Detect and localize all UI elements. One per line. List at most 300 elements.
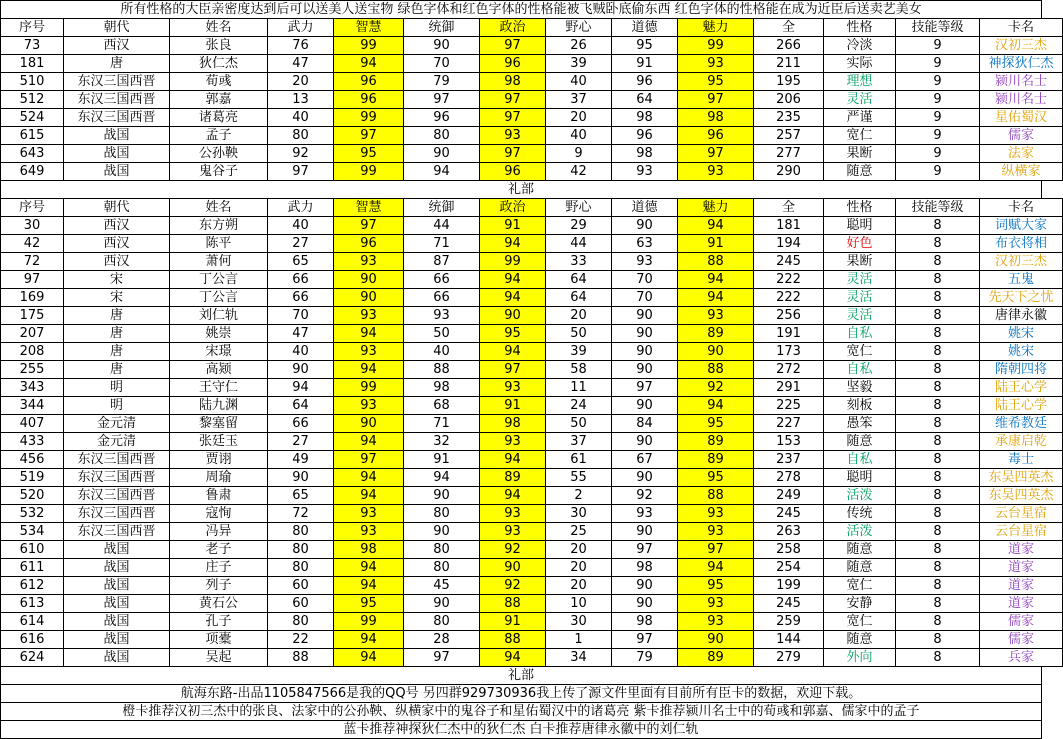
cell-lv: 8	[896, 577, 980, 595]
cell-id: 510	[1, 73, 64, 91]
cell-name: 张廷玉	[170, 433, 268, 451]
cell-id: 207	[1, 325, 64, 343]
cell-dao: 70	[612, 289, 678, 307]
cell-mei: 98	[678, 109, 754, 127]
cell-mei: 95	[678, 73, 754, 91]
cell-ye: 37	[546, 91, 612, 109]
cell-lv: 8	[896, 289, 980, 307]
cell-lv: 8	[896, 631, 980, 649]
cell-lv: 8	[896, 487, 980, 505]
cell-tong: 80	[404, 505, 480, 523]
cell-zhi: 94	[334, 649, 404, 667]
cell-dyn: 战国	[64, 145, 170, 163]
cell-zhi: 99	[334, 613, 404, 631]
cell-dyn: 东汉三国西晋	[64, 73, 170, 91]
cell-dao: 90	[612, 397, 678, 415]
cell-ye: 39	[546, 55, 612, 73]
cell-zheng: 88	[480, 595, 546, 613]
cell-id: 534	[1, 523, 64, 541]
cell-mei: 94	[678, 271, 754, 289]
cell-card: 法家	[980, 145, 1063, 163]
cell-zheng: 94	[480, 343, 546, 361]
cell-zhi: 93	[334, 253, 404, 271]
cell-xg: 果断	[824, 145, 896, 163]
cell-all: 254	[754, 559, 824, 577]
cell-wu: 20	[268, 73, 334, 91]
table-row	[1, 505, 1063, 523]
cell-xg: 外向	[824, 649, 896, 667]
cell-zheng: 94	[480, 487, 546, 505]
table-row	[1, 343, 1063, 361]
table-row	[1, 109, 1063, 127]
cell-ye: 39	[546, 343, 612, 361]
column-header: 技能等级	[896, 199, 980, 217]
cell-zheng: 93	[480, 379, 546, 397]
cell-id: 532	[1, 505, 64, 523]
cell-name: 丁公言	[170, 289, 268, 307]
cell-ye: 61	[546, 451, 612, 469]
cell-dyn: 战国	[64, 559, 170, 577]
cell-zhi: 93	[334, 307, 404, 325]
cell-wu: 60	[268, 577, 334, 595]
cell-ye: 40	[546, 127, 612, 145]
cell-zheng: 93	[480, 523, 546, 541]
cell-lv: 8	[896, 271, 980, 289]
cell-all: 173	[754, 343, 824, 361]
cell-wu: 90	[268, 361, 334, 379]
cell-id: 72	[1, 253, 64, 271]
cell-mei: 94	[678, 397, 754, 415]
cell-zhi: 97	[334, 127, 404, 145]
cell-dao: 97	[612, 541, 678, 559]
cell-lv: 9	[896, 145, 980, 163]
cell-id: 169	[1, 289, 64, 307]
cell-dao: 95	[612, 37, 678, 55]
cell-zheng: 97	[480, 145, 546, 163]
table-row	[1, 127, 1063, 145]
cell-zheng: 94	[480, 235, 546, 253]
cell-xg: 自私	[824, 361, 896, 379]
cell-zhi: 90	[334, 271, 404, 289]
cell-wu: 40	[268, 109, 334, 127]
cell-card: 唐律永徽	[980, 307, 1063, 325]
cell-dao: 90	[612, 307, 678, 325]
cell-zheng: 99	[480, 253, 546, 271]
cell-card: 隋朝四将	[980, 361, 1063, 379]
cell-xg: 果断	[824, 253, 896, 271]
cell-wu: 90	[268, 469, 334, 487]
column-header: 姓名	[170, 199, 268, 217]
cell-dyn: 战国	[64, 163, 170, 181]
cell-dao: 67	[612, 451, 678, 469]
cell-id: 615	[1, 127, 64, 145]
cell-tong: 66	[404, 289, 480, 307]
column-header: 统御	[404, 199, 480, 217]
cell-dyn: 金元清	[64, 433, 170, 451]
cell-dyn: 战国	[64, 127, 170, 145]
cell-lv: 9	[896, 37, 980, 55]
column-header: 姓名	[170, 19, 268, 37]
cell-dyn: 东汉三国西晋	[64, 451, 170, 469]
cell-ye: 37	[546, 433, 612, 451]
table-row	[1, 433, 1063, 451]
table-row	[1, 163, 1063, 181]
column-header: 道德	[612, 199, 678, 217]
cell-card: 道家	[980, 541, 1063, 559]
column-header: 道德	[612, 19, 678, 37]
cell-name: 张良	[170, 37, 268, 55]
cell-xg: 愚笨	[824, 415, 896, 433]
cell-tong: 91	[404, 451, 480, 469]
cell-wu: 66	[268, 271, 334, 289]
cell-all: 153	[754, 433, 824, 451]
cell-zheng: 98	[480, 73, 546, 91]
cell-id: 97	[1, 271, 64, 289]
cell-all: 256	[754, 307, 824, 325]
cell-lv: 8	[896, 559, 980, 577]
cell-zhi: 94	[334, 577, 404, 595]
cell-dao: 90	[612, 343, 678, 361]
column-header: 朝代	[64, 19, 170, 37]
cell-mei: 93	[678, 55, 754, 73]
cell-card: 颍川名士	[980, 91, 1063, 109]
cell-xg: 安静	[824, 595, 896, 613]
cell-zhi: 97	[334, 217, 404, 235]
cell-name: 高颎	[170, 361, 268, 379]
cell-tong: 98	[404, 379, 480, 397]
column-header: 序号	[1, 199, 64, 217]
cell-tong: 94	[404, 469, 480, 487]
cell-mei: 91	[678, 235, 754, 253]
cell-name: 周瑜	[170, 469, 268, 487]
column-header: 政治	[480, 19, 546, 37]
cell-ye: 44	[546, 235, 612, 253]
cell-lv: 8	[896, 361, 980, 379]
cell-xg: 实际	[824, 55, 896, 73]
cell-wu: 13	[268, 91, 334, 109]
cell-lv: 8	[896, 235, 980, 253]
cell-xg: 活泼	[824, 523, 896, 541]
cell-all: 245	[754, 505, 824, 523]
column-header: 卡名	[980, 19, 1063, 37]
table-row	[1, 451, 1063, 469]
cell-zhi: 95	[334, 595, 404, 613]
cell-dao: 93	[612, 505, 678, 523]
cell-ye: 26	[546, 37, 612, 55]
cell-xg: 自私	[824, 325, 896, 343]
cell-all: 211	[754, 55, 824, 73]
cell-zheng: 97	[480, 37, 546, 55]
cell-zheng: 93	[480, 505, 546, 523]
cell-all: 257	[754, 127, 824, 145]
cell-id: 407	[1, 415, 64, 433]
cell-all: 272	[754, 361, 824, 379]
column-header: 全	[754, 199, 824, 217]
cell-ye: 20	[546, 577, 612, 595]
cell-zhi: 94	[334, 487, 404, 505]
cell-dyn: 东汉三国西晋	[64, 487, 170, 505]
cell-card: 东吴四英杰	[980, 487, 1063, 505]
table-row	[1, 559, 1063, 577]
cell-all: 290	[754, 163, 824, 181]
cell-card: 毒士	[980, 451, 1063, 469]
cell-zheng: 90	[480, 307, 546, 325]
cell-name: 冯异	[170, 523, 268, 541]
cell-dao: 97	[612, 379, 678, 397]
cell-id: 524	[1, 109, 64, 127]
cell-xg: 灵活	[824, 307, 896, 325]
cell-mei: 92	[678, 379, 754, 397]
cell-wu: 27	[268, 433, 334, 451]
cell-name: 孔子	[170, 613, 268, 631]
cell-lv: 8	[896, 325, 980, 343]
cell-all: 237	[754, 451, 824, 469]
cell-id: 512	[1, 91, 64, 109]
cell-name: 公孙鞅	[170, 145, 268, 163]
cell-ye: 40	[546, 73, 612, 91]
cell-tong: 79	[404, 73, 480, 91]
cell-id: 520	[1, 487, 64, 505]
cell-lv: 8	[896, 595, 980, 613]
cell-wu: 49	[268, 451, 334, 469]
cell-card: 神探狄仁杰	[980, 55, 1063, 73]
cell-dao: 84	[612, 415, 678, 433]
cell-dao: 96	[612, 73, 678, 91]
cell-zheng: 91	[480, 613, 546, 631]
cell-zheng: 92	[480, 577, 546, 595]
cell-tong: 96	[404, 109, 480, 127]
cell-lv: 8	[896, 469, 980, 487]
cell-wu: 72	[268, 505, 334, 523]
cell-xg: 宽仁	[824, 127, 896, 145]
cell-card: 兵家	[980, 649, 1063, 667]
cell-mei: 97	[678, 91, 754, 109]
cell-wu: 94	[268, 379, 334, 397]
table-row	[1, 595, 1063, 613]
cell-id: 649	[1, 163, 64, 181]
cell-dao: 98	[612, 109, 678, 127]
cell-mei: 96	[678, 127, 754, 145]
cell-card: 云台星宿	[980, 523, 1063, 541]
cell-wu: 76	[268, 37, 334, 55]
cell-ye: 2	[546, 487, 612, 505]
cell-wu: 88	[268, 649, 334, 667]
cell-xg: 聪明	[824, 217, 896, 235]
cell-ye: 55	[546, 469, 612, 487]
cell-zhi: 93	[334, 343, 404, 361]
cell-tong: 93	[404, 307, 480, 325]
cell-zheng: 88	[480, 631, 546, 649]
cell-tong: 90	[404, 595, 480, 613]
cell-dyn: 明	[64, 397, 170, 415]
cell-card: 姚宋	[980, 325, 1063, 343]
cell-id: 344	[1, 397, 64, 415]
cell-tong: 90	[404, 487, 480, 505]
table-row	[1, 253, 1063, 271]
cell-zheng: 94	[480, 271, 546, 289]
cell-xg: 宽仁	[824, 343, 896, 361]
table-row	[1, 613, 1063, 631]
cell-xg: 冷淡	[824, 37, 896, 55]
table-row	[1, 235, 1063, 253]
page-title: 所有性格的大臣亲密度达到后可以送美人送宝物 绿色字体和红色字体的性格能被飞贼卧底偷东西 红色字体的性格能在成为近臣后送卖艺美女	[0, 0, 1042, 19]
cell-lv: 8	[896, 451, 980, 469]
cell-name: 诸葛亮	[170, 109, 268, 127]
cell-wu: 80	[268, 523, 334, 541]
cell-dyn: 唐	[64, 325, 170, 343]
cell-card: 儒家	[980, 631, 1063, 649]
cell-mei: 93	[678, 505, 754, 523]
cell-all: 277	[754, 145, 824, 163]
table-row	[1, 541, 1063, 559]
column-header: 朝代	[64, 199, 170, 217]
cell-zheng: 91	[480, 217, 546, 235]
cell-zheng: 97	[480, 91, 546, 109]
cell-ye: 1	[546, 631, 612, 649]
cell-wu: 60	[268, 595, 334, 613]
cell-name: 郭嘉	[170, 91, 268, 109]
cell-zhi: 96	[334, 91, 404, 109]
cell-zhi: 94	[334, 469, 404, 487]
cell-ye: 24	[546, 397, 612, 415]
cell-zhi: 99	[334, 37, 404, 55]
table-section-2	[0, 198, 1063, 667]
cell-all: 181	[754, 217, 824, 235]
cell-dyn: 战国	[64, 541, 170, 559]
cell-dyn: 西汉	[64, 37, 170, 55]
cell-xg: 活泼	[824, 487, 896, 505]
cell-dyn: 唐	[64, 361, 170, 379]
cell-dyn: 唐	[64, 307, 170, 325]
cell-name: 狄仁杰	[170, 55, 268, 73]
column-header: 智慧	[334, 199, 404, 217]
cell-xg: 随意	[824, 433, 896, 451]
cell-card: 颍川名士	[980, 73, 1063, 91]
cell-name: 老子	[170, 541, 268, 559]
cell-all: 291	[754, 379, 824, 397]
cell-all: 222	[754, 271, 824, 289]
cell-card: 姚宋	[980, 343, 1063, 361]
cell-mei: 90	[678, 631, 754, 649]
cell-mei: 93	[678, 595, 754, 613]
cell-xg: 随意	[824, 163, 896, 181]
cell-mei: 89	[678, 433, 754, 451]
cell-id: 255	[1, 361, 64, 379]
table-row	[1, 469, 1063, 487]
cell-zhi: 98	[334, 541, 404, 559]
cell-wu: 66	[268, 289, 334, 307]
cell-zheng: 93	[480, 433, 546, 451]
cell-xg: 宽仁	[824, 577, 896, 595]
cell-dyn: 宋	[64, 289, 170, 307]
cell-all: 245	[754, 595, 824, 613]
cell-tong: 80	[404, 127, 480, 145]
cell-mei: 89	[678, 649, 754, 667]
cell-mei: 88	[678, 253, 754, 271]
cell-zheng: 91	[480, 397, 546, 415]
cell-lv: 8	[896, 415, 980, 433]
cell-zhi: 90	[334, 415, 404, 433]
cell-dyn: 唐	[64, 55, 170, 73]
cell-dyn: 战国	[64, 595, 170, 613]
cell-zhi: 96	[334, 235, 404, 253]
table-section-1	[0, 18, 1063, 181]
cell-tong: 90	[404, 145, 480, 163]
column-header: 野心	[546, 199, 612, 217]
cell-zhi: 94	[334, 433, 404, 451]
cell-all: 245	[754, 253, 824, 271]
cell-xg: 自私	[824, 451, 896, 469]
column-header: 魅力	[678, 19, 754, 37]
cell-dao: 64	[612, 91, 678, 109]
cell-zheng: 96	[480, 55, 546, 73]
table-row	[1, 649, 1063, 667]
cell-all: 227	[754, 415, 824, 433]
cell-zhi: 96	[334, 73, 404, 91]
cell-mei: 99	[678, 37, 754, 55]
cell-id: 73	[1, 37, 64, 55]
cell-name: 鲁肃	[170, 487, 268, 505]
cell-id: 624	[1, 649, 64, 667]
cell-mei: 89	[678, 325, 754, 343]
cell-dao: 63	[612, 235, 678, 253]
cell-card: 布衣将相	[980, 235, 1063, 253]
cell-tong: 71	[404, 415, 480, 433]
footer-note: 航海东路-出品1105847566是我的QQ号 另四群929730936我上传了源文件里面有目前所有臣卡的数据，欢迎下载。	[0, 684, 1042, 703]
cell-tong: 97	[404, 649, 480, 667]
cell-dao: 90	[612, 433, 678, 451]
cell-mei: 94	[678, 217, 754, 235]
cell-name: 刘仁轨	[170, 307, 268, 325]
cell-xg: 随意	[824, 541, 896, 559]
cell-card: 云台星宿	[980, 505, 1063, 523]
cell-wu: 64	[268, 397, 334, 415]
cell-lv: 8	[896, 379, 980, 397]
cell-card: 汉初三杰	[980, 37, 1063, 55]
table-row	[1, 91, 1063, 109]
cell-all: 206	[754, 91, 824, 109]
cell-zheng: 94	[480, 289, 546, 307]
cell-ye: 25	[546, 523, 612, 541]
cell-dao: 90	[612, 595, 678, 613]
cell-dyn: 西汉	[64, 217, 170, 235]
cell-tong: 66	[404, 271, 480, 289]
cell-all: 225	[754, 397, 824, 415]
table-row	[1, 307, 1063, 325]
cell-wu: 27	[268, 235, 334, 253]
cell-dyn: 战国	[64, 613, 170, 631]
cell-wu: 80	[268, 541, 334, 559]
cell-mei: 90	[678, 343, 754, 361]
section-divider: 礼部	[0, 180, 1042, 199]
cell-wu: 65	[268, 253, 334, 271]
section-divider: 礼部	[0, 666, 1042, 685]
cell-name: 东方朔	[170, 217, 268, 235]
cell-name: 萧何	[170, 253, 268, 271]
cell-lv: 8	[896, 217, 980, 235]
cell-name: 鬼谷子	[170, 163, 268, 181]
cell-zhi: 94	[334, 325, 404, 343]
cell-id: 456	[1, 451, 64, 469]
cell-ye: 42	[546, 163, 612, 181]
cell-xg: 好色	[824, 235, 896, 253]
cell-name: 陈平	[170, 235, 268, 253]
column-header: 性格	[824, 19, 896, 37]
cell-all: 194	[754, 235, 824, 253]
cell-mei: 93	[678, 613, 754, 631]
cell-xg: 坚毅	[824, 379, 896, 397]
cell-wu: 40	[268, 217, 334, 235]
